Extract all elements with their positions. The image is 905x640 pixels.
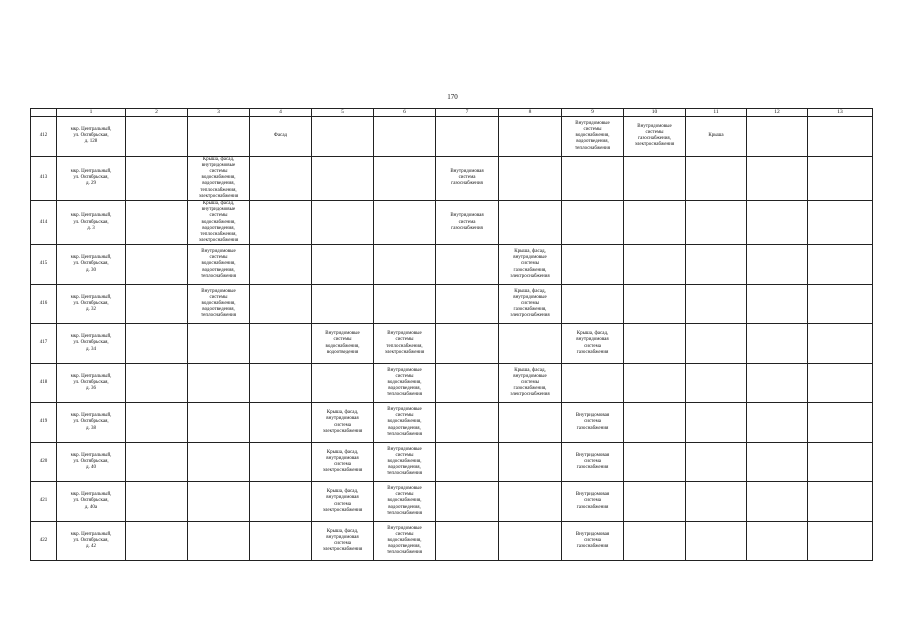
- table-row: [31, 200, 873, 244]
- header-cell-blank: [31, 109, 57, 117]
- work-cell: [747, 245, 808, 285]
- work-cell: Крыша, фасад, внутридомовая система электроснабжения: [312, 403, 374, 443]
- header-cell: 8: [499, 109, 562, 117]
- work-cell: [499, 200, 562, 244]
- work-cell: [188, 442, 250, 482]
- work-cell: [250, 156, 312, 200]
- address-cell: мкр. Центральный, ул. Октябрьская, д. 40а: [57, 482, 126, 522]
- table-row: [31, 482, 873, 522]
- header-cell: 12: [747, 109, 808, 117]
- work-cell: [686, 156, 747, 200]
- work-cell: Внутридомовые системы водоснабжения, водоотведения, теплоснабжения: [374, 363, 436, 403]
- work-cell: [808, 324, 873, 364]
- work-cell: [562, 245, 624, 285]
- header-cell: 10: [624, 109, 686, 117]
- work-cell: [126, 245, 188, 285]
- work-cell: Крыша, фасад, внутридомовая система электроснабжения: [312, 442, 374, 482]
- work-cell: [686, 324, 747, 364]
- work-cell: [499, 324, 562, 364]
- work-cell: Крыша, фасад, внутридомовые системы газоснабжения, электроснабжения: [499, 363, 562, 403]
- work-cell: [686, 284, 747, 324]
- address-cell: мкр. Центральный, ул. Октябрьская, д. 128: [57, 117, 126, 157]
- work-cell: [747, 156, 808, 200]
- work-cell: [562, 284, 624, 324]
- work-cell: Внутридомовые системы газоснабжения, электроснабжения: [624, 117, 686, 157]
- work-cell: [312, 117, 374, 157]
- work-cell: [374, 200, 436, 244]
- table-row: [31, 324, 873, 364]
- work-cell: [126, 442, 188, 482]
- work-cell: [562, 363, 624, 403]
- work-cell: [808, 117, 873, 157]
- work-cell: [624, 482, 686, 522]
- work-cell: [624, 284, 686, 324]
- header-cell: 4: [250, 109, 312, 117]
- work-cell: [436, 482, 499, 522]
- work-cell: [126, 156, 188, 200]
- header-cell: 7: [436, 109, 499, 117]
- work-cell: Крыша, фасад, внутридомовые системы газоснабжения, электроснабжения: [499, 284, 562, 324]
- work-cell: [624, 521, 686, 561]
- work-cell: Внутридомовая система газоснабжения: [562, 442, 624, 482]
- work-cell: Внутридомовые системы теплоснабжения, электроснабжения: [374, 324, 436, 364]
- work-cell: [126, 363, 188, 403]
- work-cell: [250, 363, 312, 403]
- work-cell: [499, 482, 562, 522]
- work-cell: Внутридомовые системы водоснабжения, водоотведения: [312, 324, 374, 364]
- work-cell: [499, 403, 562, 443]
- work-cell: [686, 521, 747, 561]
- work-cell: [374, 245, 436, 285]
- work-cell: [436, 117, 499, 157]
- work-cell: Внутридомовые системы водоснабжения, водоотведения, теплоснабжения: [374, 521, 436, 561]
- table-row: [31, 117, 873, 157]
- work-cell: [250, 482, 312, 522]
- work-cell: [747, 200, 808, 244]
- work-cell: [436, 403, 499, 443]
- page-number: 170: [447, 93, 458, 101]
- work-cell: [686, 403, 747, 443]
- work-cell: [686, 245, 747, 285]
- work-cell: [808, 200, 873, 244]
- work-cell: [188, 521, 250, 561]
- work-cell: [312, 363, 374, 403]
- work-cell: [126, 117, 188, 157]
- work-cell: [312, 245, 374, 285]
- work-cell: [686, 482, 747, 522]
- work-cell: [747, 324, 808, 364]
- work-cell: [562, 200, 624, 244]
- row-number: 419: [31, 403, 57, 443]
- work-cell: [436, 363, 499, 403]
- row-number: 412: [31, 117, 57, 157]
- work-cell: [686, 363, 747, 403]
- work-cell: Крыша, фасад, внутридомовые системы водоснабжения, водоотведения, теплоснабжения, электроснабжения: [188, 156, 250, 200]
- capital-repair-schedule-table: [30, 108, 873, 561]
- work-cell: [436, 245, 499, 285]
- address-cell: мкр. Центральный, ул. Октябрьская, д. 40: [57, 442, 126, 482]
- work-cell: [126, 482, 188, 522]
- address-cell: мкр. Центральный, ул. Октябрьская, д. 36: [57, 363, 126, 403]
- work-cell: [374, 284, 436, 324]
- header-cell: 13: [808, 109, 873, 117]
- table-row: [31, 245, 873, 285]
- row-number: 421: [31, 482, 57, 522]
- work-cell: [312, 284, 374, 324]
- work-cell: [808, 245, 873, 285]
- row-number: 420: [31, 442, 57, 482]
- work-cell: Крыша: [686, 117, 747, 157]
- work-cell: [747, 284, 808, 324]
- row-number: 417: [31, 324, 57, 364]
- row-number: 415: [31, 245, 57, 285]
- work-cell: Внутридомовая система газоснабжения: [562, 521, 624, 561]
- work-cell: [374, 156, 436, 200]
- work-cell: [747, 117, 808, 157]
- work-cell: [808, 403, 873, 443]
- header-cell: 2: [126, 109, 188, 117]
- work-cell: [126, 324, 188, 364]
- header-cell: 11: [686, 109, 747, 117]
- table-row: [31, 521, 873, 561]
- work-cell: Внутридомовая система газоснабжения: [436, 200, 499, 244]
- work-cell: [562, 156, 624, 200]
- work-cell: [624, 363, 686, 403]
- work-cell: [188, 363, 250, 403]
- work-cell: Внутридомовые системы водоснабжения, водоотведения, теплоснабжения: [188, 284, 250, 324]
- address-cell: мкр. Центральный, ул. Октябрьская, д. 38: [57, 403, 126, 443]
- work-cell: [188, 324, 250, 364]
- work-cell: Внутридомовые системы водоснабжения, водоотведения, теплоснабжения: [374, 482, 436, 522]
- work-cell: [808, 521, 873, 561]
- work-cell: [624, 324, 686, 364]
- work-cell: [499, 117, 562, 157]
- work-cell: [250, 284, 312, 324]
- row-number: 413: [31, 156, 57, 200]
- work-cell: Крыша, фасад, внутридомовая система электроснабжения: [312, 482, 374, 522]
- header-row: [31, 109, 873, 117]
- work-cell: [312, 200, 374, 244]
- address-cell: мкр. Центральный, ул. Октябрьская, д. 29: [57, 156, 126, 200]
- work-cell: [808, 363, 873, 403]
- work-cell: [747, 482, 808, 522]
- work-cell: [188, 117, 250, 157]
- address-cell: мкр. Центральный, ул. Октябрьская, д. 30: [57, 245, 126, 285]
- work-cell: Фасад: [250, 117, 312, 157]
- work-cell: Внутридомовая система газоснабжения: [562, 403, 624, 443]
- work-cell: [747, 363, 808, 403]
- work-cell: [499, 521, 562, 561]
- table-row: [31, 284, 873, 324]
- work-cell: [686, 442, 747, 482]
- work-cell: [808, 482, 873, 522]
- header-cell: 6: [374, 109, 436, 117]
- header-cell: 9: [562, 109, 624, 117]
- work-cell: [436, 284, 499, 324]
- work-cell: [624, 403, 686, 443]
- work-cell: Крыша, фасад, внутридомовая система газоснабжения: [562, 324, 624, 364]
- work-cell: [250, 245, 312, 285]
- work-cell: Внутридомовые системы водоснабжения, водоотведения, теплоснабжения: [188, 245, 250, 285]
- work-cell: [499, 442, 562, 482]
- table-row: [31, 156, 873, 200]
- work-cell: [126, 284, 188, 324]
- header-cell: 5: [312, 109, 374, 117]
- row-number: 416: [31, 284, 57, 324]
- work-cell: [747, 521, 808, 561]
- work-cell: Внутридомовые системы водоснабжения, водоотведения, теплоснабжения: [374, 403, 436, 443]
- work-cell: [436, 442, 499, 482]
- work-cell: [808, 284, 873, 324]
- work-cell: [686, 200, 747, 244]
- work-cell: [624, 156, 686, 200]
- work-cell: [624, 200, 686, 244]
- work-cell: Крыша, фасад, внутридомовая система электроснабжения: [312, 521, 374, 561]
- work-cell: [250, 324, 312, 364]
- header-cell: 3: [188, 109, 250, 117]
- table-row: [31, 363, 873, 403]
- work-cell: [250, 442, 312, 482]
- work-cell: [250, 403, 312, 443]
- work-cell: [250, 200, 312, 244]
- address-cell: мкр. Центральный, ул. Октябрьская, д. 32: [57, 284, 126, 324]
- work-cell: Крыша, фасад, внутридомовые системы газоснабжения, электроснабжения: [499, 245, 562, 285]
- work-cell: [624, 245, 686, 285]
- work-cell: [624, 442, 686, 482]
- work-cell: Внутридомовые системы водоснабжения, водоотведения, теплоснабжения: [374, 442, 436, 482]
- address-cell: мкр. Центральный, ул. Октябрьская, д. 34: [57, 324, 126, 364]
- work-cell: [747, 442, 808, 482]
- work-cell: [126, 521, 188, 561]
- work-cell: [747, 403, 808, 443]
- work-cell: Внутридомовые системы водоснабжения, водоотведения, теплоснабжения: [562, 117, 624, 157]
- work-cell: Крыша, фасад, внутридомовые системы водоснабжения, водоотведения, теплоснабжения, электроснабжения: [188, 200, 250, 244]
- work-cell: [808, 442, 873, 482]
- work-cell: [188, 482, 250, 522]
- work-cell: [499, 156, 562, 200]
- address-cell: мкр. Центральный, ул. Октябрьская, д. 42: [57, 521, 126, 561]
- header-cell: 1: [57, 109, 126, 117]
- work-cell: Внутридомовая система газоснабжения: [562, 482, 624, 522]
- work-cell: [188, 403, 250, 443]
- table-row: [31, 403, 873, 443]
- table-row: [31, 442, 873, 482]
- work-cell: [808, 156, 873, 200]
- work-cell: Внутридомовая система газоснабжения: [436, 156, 499, 200]
- row-number: 418: [31, 363, 57, 403]
- work-cell: [126, 403, 188, 443]
- work-cell: [374, 117, 436, 157]
- work-cell: [436, 324, 499, 364]
- work-cell: [126, 200, 188, 244]
- work-cell: [250, 521, 312, 561]
- row-number: 422: [31, 521, 57, 561]
- address-cell: мкр. Центральный, ул. Октябрьская, д. 3: [57, 200, 126, 244]
- work-cell: [312, 156, 374, 200]
- work-cell: [436, 521, 499, 561]
- row-number: 414: [31, 200, 57, 244]
